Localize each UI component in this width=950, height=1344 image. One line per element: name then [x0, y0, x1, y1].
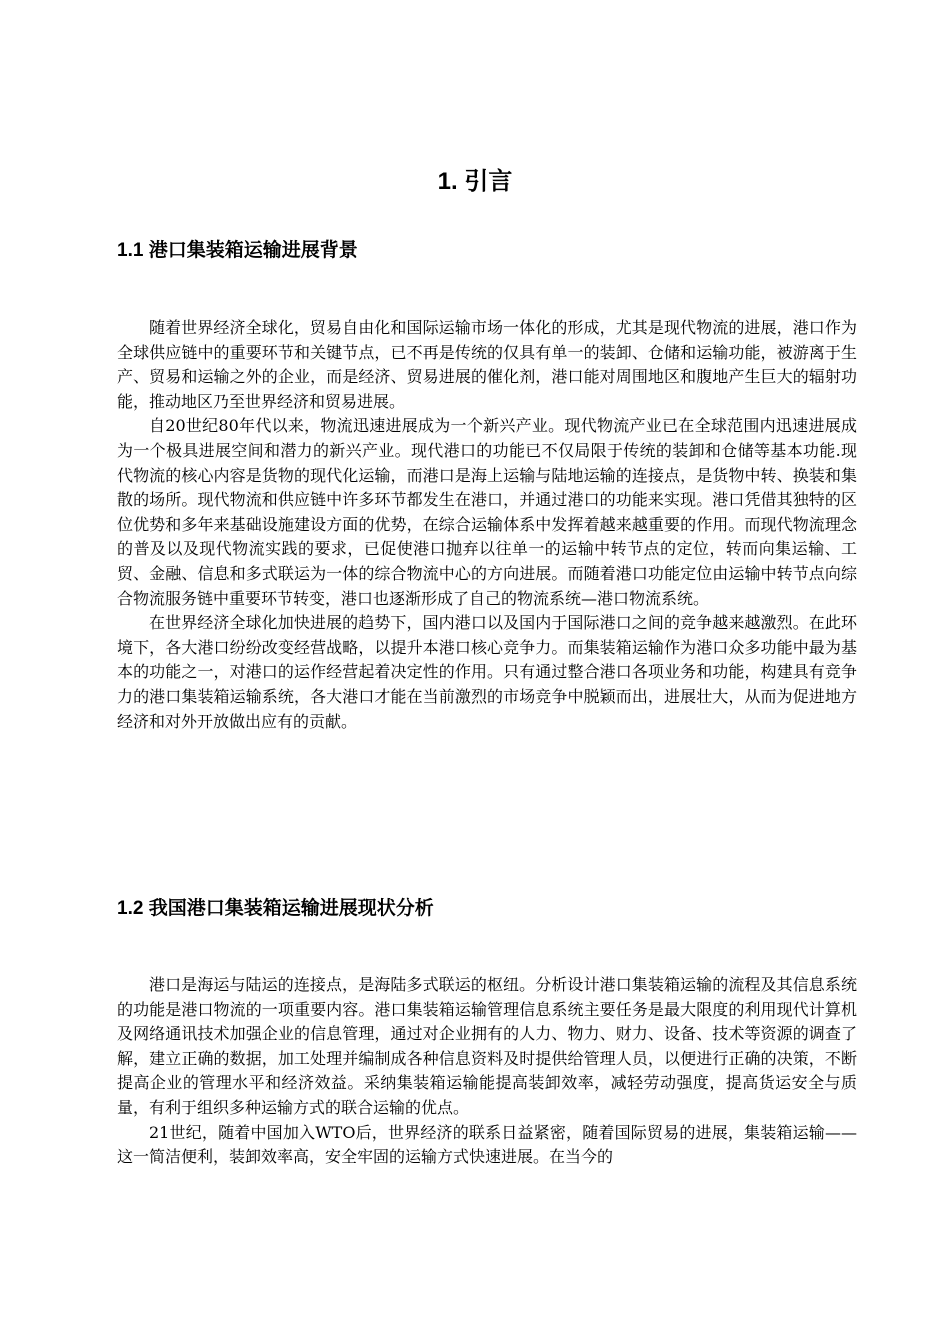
- paragraph: 港口是海运与陆运的连接点，是海陆多式联运的枢纽。分析设计港口集装箱运输的流程及其信息系统的功能是港口物流的一项重要内容。港口集装箱运输管理信息系统主要任务是最大限度的利用现代计算机及网络通讯技术加强企业的信息管理，通过对企业拥有的人力、物力、财力、设备、技术等资源的调查了解，建立正确的数据，加工处理并编制成各种信息资料及时提供给管理人员，以便进行正确的决策，不断提高企业的管理水平和经济效益。采纳集装箱运输能提高装卸效率，减轻劳动强度，提高货运安全与质量，有利于组织多种运输方式的联合运输的优点。: [117, 975, 857, 1117]
- section-body-1-1: [117, 316, 857, 734]
- section-heading-1-1: 1.1 港口集装箱运输进展背景: [117, 240, 358, 261]
- section-body-1-2: [117, 973, 857, 1170]
- paragraph: 随着世界经济全球化，贸易自由化和国际运输市场一体化的形成，尤其是现代物流的进展，港口作为全球供应链中的重要环节和关键节点，已不再是传统的仅具有单一的装卸、仓储和运输功能，被游离于生产、贸易和运输之外的企业，而是经济、贸易进展的催化剂，港口能对周围地区和腹地产生巨大的辐射功能，推动地区乃至世界经济和贸易进展。: [117, 318, 857, 411]
- paragraph: 21世纪，随着中国加入WTO后，世界经济的联系日益紧密，随着国际贸易的进展，集装箱运输——这一简洁便利，装卸效率高，安全牢固的运输方式快速进展。在当今的: [117, 1122, 857, 1167]
- paragraph: 自20世纪80年代以来，物流迅速进展成为一个新兴产业。现代物流产业已在全球范围内迅速进展成为一个极具进展空间和潜力的新兴产业。现代港口的功能已不仅局限于传统的装卸和仓储等基本功能.现代物流的核心内容是货物的现代化运输，而港口是海上运输与陆地运输的连接点，是货物中转、换装和集散的场所。现代物流和供应链中许多环节都发生在港口，并通过港口的功能来实现。港口凭借其独特的区位优势和多年来基础设施建设方面的优势，在综合运输体系中发挥着越来越重要的作用。而现代物流理念的普及以及现代物流实践的要求，已促使港口抛弃以往单一的运输中转节点的定位，转而向集运输、工贸、金融、信息和多式联运为一体的综合物流中心的方向进展。而随着港口功能定位由运输中转节点向综合物流服务链中重要环节转变，港口也逐渐形成了自己的物流系统—港口物流系统。: [117, 416, 857, 608]
- chapter-title: 1. 引言: [437, 168, 513, 195]
- paragraph: 在世界经济全球化加快进展的趋势下，国内港口以及国内于国际港口之间的竞争越来越激烈。在此环境下，各大港口纷纷改变经营战略，以提升本港口核心竞争力。而集装箱运输作为港口众多功能中最为基本的功能之一，对港口的运作经营起着决定性的作用。只有通过整合港口各项业务和功能，构建具有竞争力的港口集装箱运输系统，各大港口才能在当前激烈的市场竞争中脱颖而出，进展壮大，从而为促进地方经济和对外开放做出应有的贡献。: [117, 613, 857, 731]
- section-heading-1-2: 1.2 我国港口集装箱运输进展现状分析: [117, 898, 434, 919]
